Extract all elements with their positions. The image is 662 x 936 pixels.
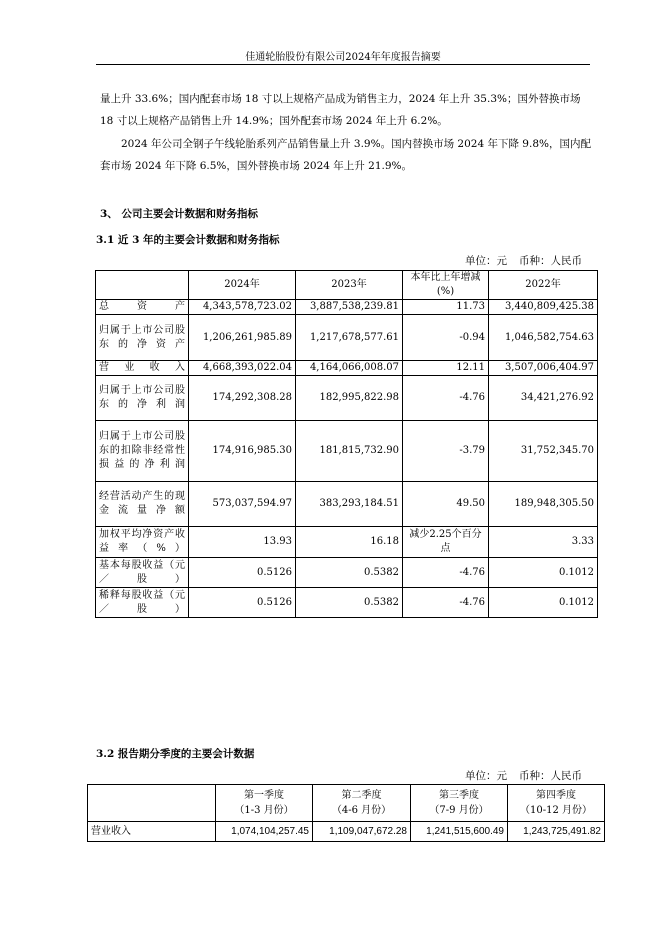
value-change: 减少2.25个百分点: [403, 527, 489, 558]
table-1-unit: [465, 253, 594, 268]
value-change: -4.76: [403, 376, 489, 421]
value-2024: 13.93: [189, 527, 296, 558]
month-range: （10-12 月份）: [519, 805, 592, 816]
row-label: 营业收入: [88, 822, 216, 842]
value-2023: 181,815,732.90: [296, 421, 403, 482]
table-row: [96, 376, 598, 421]
row-label: 营业收入: [96, 361, 189, 376]
quarterly-data-table: [87, 784, 605, 842]
financial-indicators-table: [95, 270, 598, 618]
header-rule: [96, 64, 590, 65]
value-2022: 3,440,809,425.38: [489, 300, 598, 315]
report-header: 佳通轮胎股份有限公司2024年年度报告摘要: [245, 52, 441, 63]
month-range: （7-9 月份）: [429, 805, 489, 816]
value-2022: 3,507,006,404.97: [489, 361, 598, 376]
value-2022: 3.33: [489, 527, 598, 558]
value-change: -4.76: [403, 588, 489, 618]
value-2023: 16.18: [296, 527, 403, 558]
table-row: [96, 421, 598, 482]
quarter-label: 第四季度: [536, 790, 576, 801]
table-row: [96, 527, 598, 558]
value-2024: 174,292,308.28: [189, 376, 296, 421]
value-2022: 0.1012: [489, 558, 598, 588]
value-2024: 1,206,261,985.89: [189, 315, 296, 361]
table-header-row: [88, 785, 605, 822]
value-q3: 1,241,515,600.49: [411, 822, 508, 842]
unit-label: 单位：元: [465, 770, 507, 782]
value-2024: 4,343,578,723.02: [189, 300, 296, 315]
table-row: [96, 315, 598, 361]
value-2023: 383,293,184.51: [296, 482, 403, 527]
value-2024: 4,668,393,022.04: [189, 361, 296, 376]
table-row: [88, 822, 605, 842]
row-label: 归属于上市公司股东的净利润: [96, 376, 189, 421]
table-row: [96, 482, 598, 527]
value-q1: 1,074,104,257.45: [216, 822, 313, 842]
section-3-title: 3、 公司主要会计数据和财务指标: [100, 208, 258, 220]
currency-label: 币种：人民币: [519, 770, 582, 782]
value-q2: 1,109,047,672.28: [313, 822, 411, 842]
row-label: 加权平均净资产收益率（%）: [96, 527, 189, 558]
value-q4: 1,243,725,491.82: [508, 822, 605, 842]
quarter-label: 第三季度: [439, 790, 479, 801]
header-cell-q2: [313, 785, 411, 822]
value-2024: 174,916,985.30: [189, 421, 296, 482]
currency-label: 币种：人民币: [519, 255, 582, 267]
quarter-label: 第二季度: [341, 790, 382, 801]
row-label: 稀释每股收益（元／股）: [96, 588, 189, 618]
header-cell-empty: [88, 785, 216, 822]
header-cell-q4: [508, 785, 605, 822]
unit-label: 单位：元: [465, 255, 507, 267]
value-2023: 1,217,678,577.61: [296, 315, 403, 361]
value-2023: 3,887,538,239.81: [296, 300, 403, 315]
value-change: -4.76: [403, 558, 489, 588]
value-2023: 0.5382: [296, 588, 403, 618]
value-2024: 0.5126: [189, 588, 296, 618]
table-header-row: [96, 271, 598, 300]
value-2024: 0.5126: [189, 558, 296, 588]
header-cell: [96, 271, 189, 300]
value-change: 11.73: [403, 300, 489, 315]
paragraph-1: 量上升 33.6%；国内配套市场 18 寸以上规格产品成为销售主力，2024 年上升 35.3%；国外替换市场 18 寸以上规格产品销售上升 14.9%；国外配套市场 2024 年上升 6.2%。: [100, 93, 581, 127]
table-row: [96, 361, 598, 376]
quarter-label: 第一季度: [244, 790, 284, 801]
header-cell: 2022年: [489, 271, 598, 300]
value-2022: 0.1012: [489, 588, 598, 618]
value-change: 12.11: [403, 361, 489, 376]
row-label: 基本每股收益（元／股）: [96, 558, 189, 588]
row-label: 经营活动产生的现金流量净额: [96, 482, 189, 527]
month-range: （4-6 月份）: [331, 805, 392, 816]
table-row: [96, 588, 598, 618]
header-cell-q1: [216, 785, 313, 822]
value-change: -0.94: [403, 315, 489, 361]
value-2022: 189,948,305.50: [489, 482, 598, 527]
value-2022: 31,752,345.70: [489, 421, 598, 482]
row-label: 归属于上市公司股东的净资产: [96, 315, 189, 361]
value-2022: 1,046,582,754.63: [489, 315, 598, 361]
section-3-1-title: 3.1 近 3 年的主要会计数据和财务指标: [96, 234, 280, 246]
value-change: 49.50: [403, 482, 489, 527]
value-2023: 4,164,066,008.07: [296, 361, 403, 376]
value-2022: 34,421,276.92: [489, 376, 598, 421]
table-row: [96, 300, 598, 315]
table-2-unit: [465, 768, 594, 783]
value-2024: 573,037,594.97: [189, 482, 296, 527]
section-3-2-title: 3.2 报告期分季度的主要会计数据: [96, 748, 255, 760]
value-change: -3.79: [403, 421, 489, 482]
paragraph-2: 2024 年公司全钢子午线轮胎系列产品销售量上升 3.9%。国内替换市场 2024 年下降 9.8%，国内配套市场 2024 年下降 6.5%，国外替换市场 2024 年上升 21.9%。: [100, 138, 591, 172]
table-row: [96, 558, 598, 588]
value-2023: 0.5382: [296, 558, 403, 588]
month-range: （1-3 月份）: [234, 805, 294, 816]
header-cell-q3: [411, 785, 508, 822]
row-label: 归属于上市公司股东的扣除非经常性损益的净利润: [96, 421, 189, 482]
row-label: 总资产: [96, 300, 189, 315]
header-cell: 2023年: [296, 271, 403, 300]
value-2023: 182,995,822.98: [296, 376, 403, 421]
header-cell: 2024年: [189, 271, 296, 300]
header-cell: 本年比上年增减(%): [403, 271, 489, 300]
